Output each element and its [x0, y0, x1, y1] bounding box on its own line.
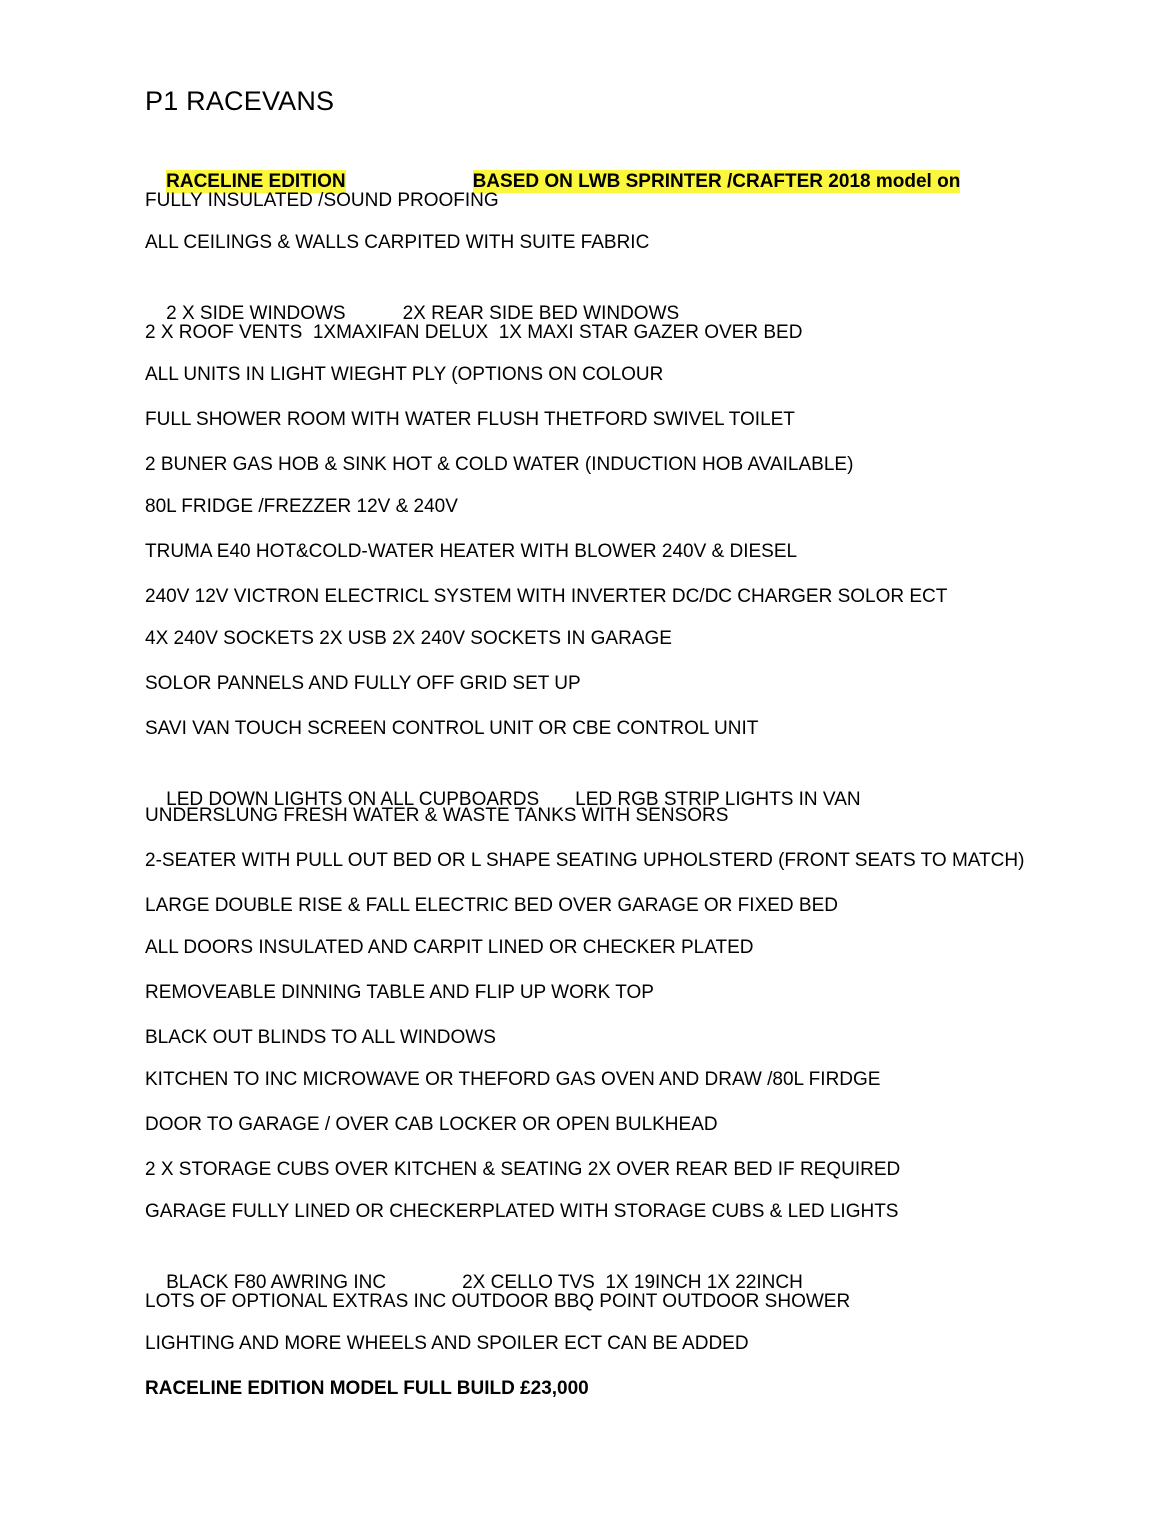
spec-line-right: 2X REAR SIDE BED WINDOWS: [402, 303, 680, 324]
price-line: RACELINE EDITION MODEL FULL BUILD £23,000: [145, 1378, 589, 1399]
spec-line: SAVI VAN TOUCH SCREEN CONTROL UNIT OR CBE CONTROL UNIT: [145, 718, 759, 739]
spec-line: REMOVEABLE DINNING TABLE AND FLIP UP WORK TOP: [145, 982, 654, 1003]
spec-line: TRUMA E40 HOT&COLD-WATER HEATER WITH BLOWER 240V & DIESEL: [145, 541, 798, 562]
spec-line-right: LED RGB STRIP LIGHTS IN VAN: [575, 789, 861, 810]
spec-line: 4X 240V SOCKETS 2X USB 2X 240V SOCKETS IN GARAGE: [145, 628, 672, 649]
spec-line-right: 2X CELLO TVS 1X 19INCH 1X 22INCH: [462, 1272, 803, 1293]
spec-line: 80L FRIDGE /FREZZER 12V & 240V: [145, 496, 458, 517]
spec-line: FULL SHOWER ROOM WITH WATER FLUSH THETFORD SWIVEL TOILET: [145, 409, 795, 430]
spec-line: ALL DOORS INSULATED AND CARPIT LINED OR CHECKER PLATED: [145, 937, 754, 958]
spec-line: SOLOR PANNELS AND FULLY OFF GRID SET UP: [145, 673, 581, 694]
spec-line: 2-SEATER WITH PULL OUT BED OR L SHAPE SEATING UPHOLSTERD (FRONT SEATS TO MATCH): [145, 850, 1025, 871]
spec-line-left: LED DOWN LIGHTS ON ALL CUPBOARDS: [166, 789, 540, 810]
spec-line: KITCHEN TO INC MICROWAVE OR THEFORD GAS OVEN AND DRAW /80L FIRDGE: [145, 1069, 881, 1090]
spec-line: UNDERSLUNG FRESH WATER & WASTE TANKS WITH SENSORS: [145, 805, 729, 826]
spec-line: LIGHTING AND MORE WHEELS AND SPOILER ECT CAN BE ADDED: [145, 1333, 749, 1354]
heading-right: BASED ON LWB SPRINTER /CRAFTER 2018 model on: [472, 171, 961, 192]
spec-line: BLACK OUT BLINDS TO ALL WINDOWS: [145, 1027, 496, 1048]
spec-line: GARAGE FULLY LINED OR CHECKERPLATED WITH STORAGE CUBS & LED LIGHTS: [145, 1201, 899, 1222]
document-title: P1 RACEVANS: [145, 86, 335, 116]
spec-line: DOOR TO GARAGE / OVER CAB LOCKER OR OPEN BULKHEAD: [145, 1114, 718, 1135]
spec-line: 2 BUNER GAS HOB & SINK HOT & COLD WATER (INDUCTION HOB AVAILABLE): [145, 454, 854, 475]
spec-line-left: 2 X SIDE WINDOWS: [166, 303, 346, 324]
spec-line: 240V 12V VICTRON ELECTRICL SYSTEM WITH INVERTER DC/DC CHARGER SOLOR ECT: [145, 586, 948, 607]
spec-line-left: BLACK F80 AWRING INC: [166, 1272, 387, 1293]
spec-line: FULLY INSULATED /SOUND PROOFING: [145, 190, 499, 211]
spec-line: LARGE DOUBLE RISE & FALL ELECTRIC BED OVER GARAGE OR FIXED BED: [145, 895, 838, 916]
spec-line: LOTS OF OPTIONAL EXTRAS INC OUTDOOR BBQ POINT OUTDOOR SHOWER: [145, 1291, 851, 1312]
heading-left: RACELINE EDITION: [166, 171, 346, 192]
spec-line: 2 X STORAGE CUBS OVER KITCHEN & SEATING 2X OVER REAR BED IF REQUIRED: [145, 1159, 901, 1180]
spec-line: 2 X ROOF VENTS 1XMAXIFAN DELUX 1X MAXI STAR GAZER OVER BED: [145, 322, 803, 343]
spec-line: ALL UNITS IN LIGHT WIEGHT PLY (OPTIONS ON COLOUR: [145, 364, 664, 385]
spec-line: ALL CEILINGS & WALLS CARPITED WITH SUITE FABRIC: [145, 232, 650, 253]
